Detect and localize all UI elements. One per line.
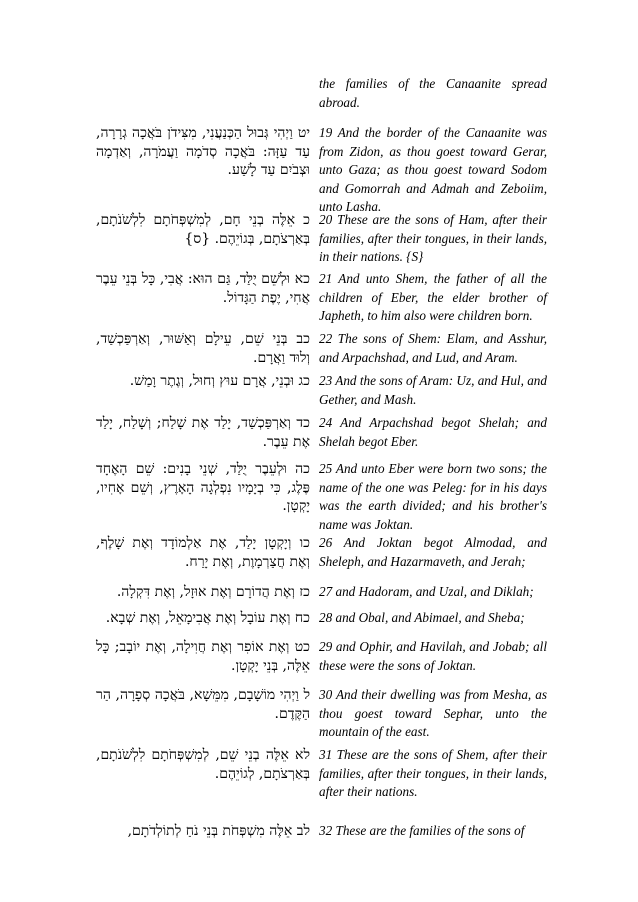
english-text: 28 and Obal, and Abimael, and Sheba;: [319, 610, 525, 625]
hebrew-text: כד וְאַרְפַּכְשַׁד, יָלַד אֶת שָׁלַח; וְשָׁלַח, יָלַד אֶת עֵבֶר.: [96, 415, 310, 450]
english-text: 24 And Arpachshad begot Shelah; and Shelah begot Eber.: [319, 415, 547, 449]
english-text: 31 These are the sons of Shem, after their families, after their tongues, in their lands, after their nations.: [319, 747, 547, 799]
hebrew-text: כב בְּנֵי שֵׁם, עֵילָם וְאַשּׁוּר, וְאַרְפַּכְשַׁד, וְלוּד וַאֲרָם.: [96, 331, 310, 366]
english-text: 25 And unto Eber were born two sons; the name of the one was Peleg: for in his days was the earth divided; and his brother's name was Joktan.: [319, 461, 547, 532]
english-text: 21 And unto Shem, the father of all the children of Eber, the elder brother of Japheth, to him also were children born.: [319, 271, 547, 323]
hebrew-text: יט וַיְהִי גְּבוּל הַכְּנַעֲנִי, מִצִּידֹן בֹּאֲכָה גְרָרָה, עַד עַזָּה: בֹּאֲכָה סְדֹמָה וַעֲמֹרָה, וְאַדְמָה וּצְבֹיִם עַד לָשַׁע.: [96, 125, 310, 178]
hebrew-text: לב אֵלֶּה מִשְׁפְּחֹת בְּנֵי נֹחַ לְתוֹלְדֹתָם,: [127, 823, 310, 839]
english-text: 23 And the sons of Aram: Uz, and Hul, and Gether, and Mash.: [319, 373, 547, 407]
hebrew-text: כח וְאֶת עוֹבָל וְאֶת אֲבִימָאֵל, וְאֶת שְׁבָא.: [105, 610, 310, 626]
hebrew-text: כ אֵלֶּה בְנֵי חָם, לְמִשְׁפְּחֹתָם לִלְשֹׁנֹתָם, בְּאַרְצֹתָם, בְּגוֹיֵהֶם. {ס}: [96, 212, 310, 247]
english-text: 30 And their dwelling was from Mesha, as thou goest toward Sephar, unto the mountain of the east.: [319, 687, 547, 739]
hebrew-text: לא אֵלֶּה בְנֵי שֵׁם, לְמִשְׁפְּחֹתָם לִלְשֹׁנֹתָם, בְּאַרְצֹתָם, לְגוֹיֵהֶם.: [96, 747, 310, 782]
hebrew-text: כו וְיָקְטָן יָלַד, אֶת אַלְמוֹדָד וְאֶת שָׁלֶף, וְאֶת חֲצַרְמָוֶת, וְאֶת יָרַח.: [96, 535, 310, 570]
english-text: 29 and Ophir, and Havilah, and Jobab; all these were the sons of Joktan.: [319, 639, 547, 673]
hebrew-text: כא וּלְשֵׁם יֻלַּד, גַּם הוּא: אֲבִי, כָּל בְּנֵי עֵבֶר אֲחִי, יֶפֶת הַגָּדוֹל.: [96, 271, 310, 306]
english-text: 22 The sons of Shem: Elam, and Asshur, and Arpachshad, and Lud, and Aram.: [319, 331, 547, 365]
hebrew-text: כה וּלְעֵבֶר יֻלַּד, שְׁנֵי בָנִים: שֵׁם הָאֶחָד פֶּלֶג, כִּי בְיָמָיו נִפְלְגָה הָאָרֶץ, וְשֵׁם אָחִיו, יָקְטָן.: [96, 461, 310, 514]
hebrew-text: כז וְאֶת הֲדוֹרָם וְאֶת אוּזָל, וְאֶת דִּקְלָה.: [116, 584, 310, 600]
english-text: 20 These are the sons of Ham, after their families, after their tongues, in their lands, in their nations. {S}: [319, 212, 547, 264]
english-text: the families of the Canaanite spread abroad.: [319, 76, 547, 110]
english-text: 26 And Joktan begot Almodad, and Sheleph, and Hazarmaveth, and Jerah;: [319, 535, 547, 569]
hebrew-text: כט וְאֶת אוֹפִר וְאֶת חֲוִילָה, וְאֶת יוֹבָב; כָּל אֵלֶּה, בְּנֵי יָקְטָן.: [96, 639, 310, 674]
english-text: 27 and Hadoram, and Uzal, and Diklah;: [319, 584, 534, 599]
hebrew-text: ל וַיְהִי מוֹשָׁבָם, מִמֵּשָׁא, בֹּאֲכָה סְפָרָה, הַר הַקֶּדֶם.: [96, 687, 310, 722]
english-text: 32 These are the families of the sons of: [319, 823, 525, 838]
hebrew-text: כג וּבְנֵי, אֲרָם עוּץ וְחוּל, וְגֶתֶר וָמַשׁ.: [129, 373, 310, 389]
english-text: 19 And the border of the Canaanite was from Zidon, as thou goest toward Gerar, unto Gaza; as thou goest toward Sodom and Gomorrah and Admah and Zeboiim, unto Lasha.: [319, 125, 547, 214]
